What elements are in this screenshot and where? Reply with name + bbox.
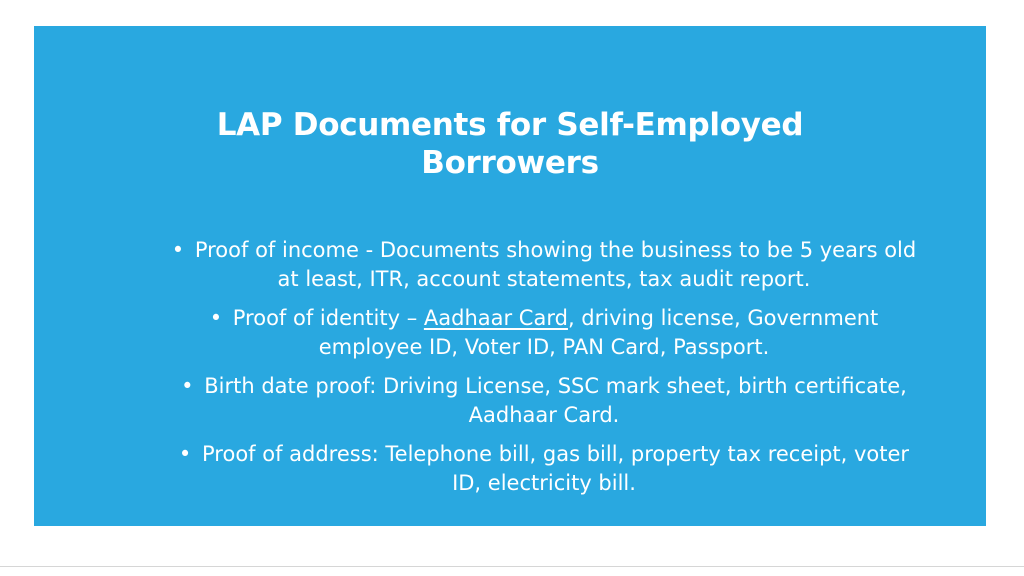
slide-panel: [34, 26, 986, 526]
bullet-list: [129, 236, 959, 508]
bullet-wrap: [164, 304, 924, 362]
bullet-dot-icon: •: [209, 306, 223, 330]
aadhaar-card-link[interactable]: Aadhaar Card: [423, 306, 568, 330]
bullet-dot-icon: •: [171, 238, 185, 262]
bullet-item-birth-date-proof: [129, 372, 959, 430]
slide-title-container: [34, 106, 986, 182]
slide-title: LAP Documents for Self-Employed Borrowers: [216, 107, 804, 181]
bullet-text-proof-of-address: Proof of address: Telephone bill, gas bill, property tax receipt, voter ID, electricity bill.: [202, 442, 910, 495]
bottom-divider: [0, 566, 1024, 567]
bullet-text-proof-of-income: Proof of income - Documents showing the business to be 5 years old at least, ITR, account statements, tax audit report.: [194, 238, 917, 291]
bullet-dot-icon: •: [181, 374, 194, 398]
bullet-dot-icon: •: [178, 442, 192, 466]
bullet-item-proof-of-identity: [129, 304, 959, 362]
bullet-text-proof-of-identity-suffix: , driving license, Government employee ID, Voter ID, PAN Card, Passport.: [318, 306, 879, 359]
bullet-text-proof-of-identity-prefix: Proof of identity –: [232, 306, 424, 330]
bullet-item-proof-of-address: [129, 440, 959, 498]
bullet-wrap: [164, 372, 924, 430]
bullet-text-birth-date-proof: Birth date proof: Driving License, SSC mark sheet, birth certificate, Aadhaar Card.: [204, 374, 907, 427]
bullet-wrap: [164, 236, 924, 294]
bullet-wrap: [164, 440, 924, 498]
bullet-item-proof-of-income: [129, 236, 959, 294]
